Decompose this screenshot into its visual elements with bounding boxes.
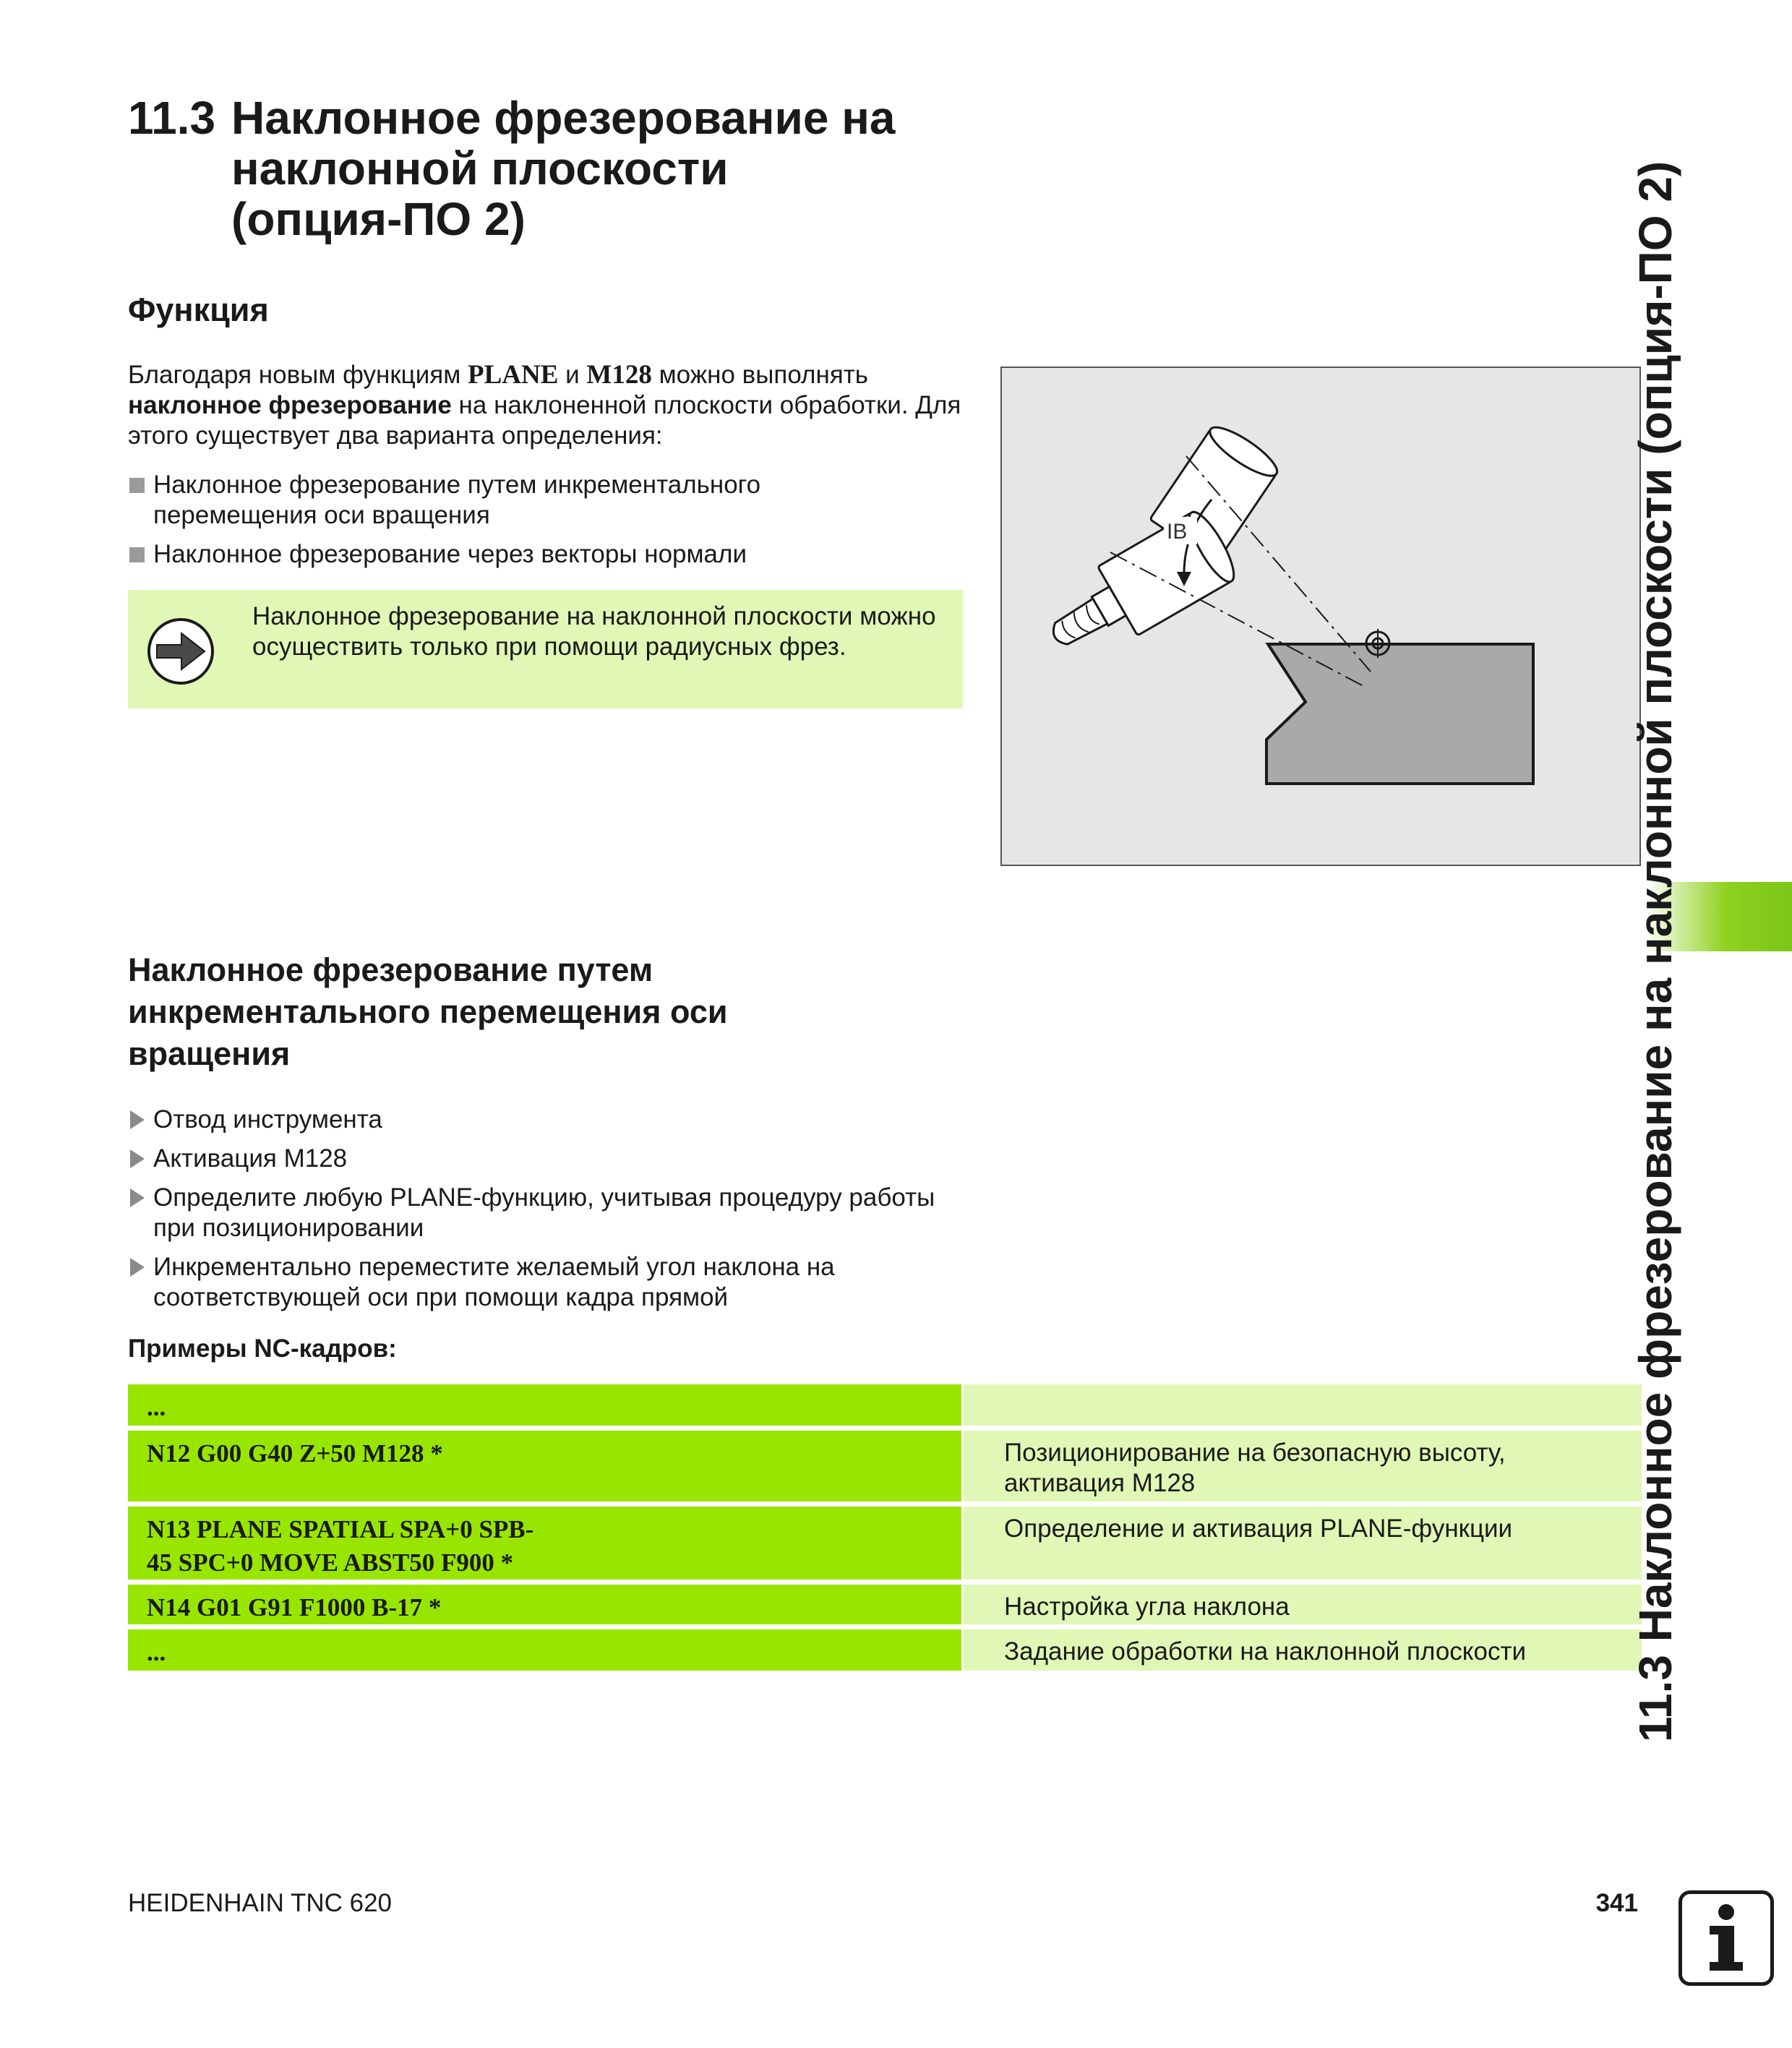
list-item — [128, 1144, 938, 1174]
nc-code-cell — [128, 1585, 961, 1624]
nc-desc-cell — [964, 1629, 1642, 1671]
para-text-1: Благодаря новым функциям — [128, 361, 468, 389]
nc-code-cell — [128, 1431, 961, 1501]
list-item — [128, 1183, 938, 1243]
list-item-text: Активация M128 — [153, 1144, 348, 1173]
list-item-text: Наклонное фрезерование через векторы нормали — [153, 540, 747, 568]
chapter-title-line-3: (опция-ПО 2) — [231, 193, 526, 245]
page-number: 341 — [1595, 1889, 1638, 1917]
chapter-title-line-2: наклонной плоскости — [231, 142, 729, 194]
list-item — [128, 1252, 938, 1313]
nc-desc: Позиционирование на безопасную высоту, активация M128 — [1004, 1439, 1506, 1497]
para-text-3: можно выполнять — [651, 361, 869, 389]
chapter-title-line-1: Наклонное фрезерование на — [231, 92, 896, 144]
list-item-text: Инкрементально переместите желаемый угол наклона на соответствующей оси при помощи кадра прямой — [153, 1253, 835, 1311]
triangle-bullet-icon — [130, 1110, 145, 1129]
para-text-4: на наклоненной плоскости обработки. Для этого существует два варианта определения: — [128, 391, 961, 450]
table-row — [128, 1629, 1642, 1671]
nc-desc-cell — [964, 1507, 1642, 1580]
incremental-heading-line-1: Наклонное фрезерование путем — [128, 951, 653, 988]
list-item-text: Определите любую PLANE-функцию, учитывая процедуру работы при позиционировании — [153, 1183, 935, 1242]
nc-code: N12 G00 G40 Z+50 M128 * — [147, 1439, 443, 1468]
tilted-milling-figure — [1000, 367, 1641, 866]
nc-examples-heading: Примеры NC-кадров: — [128, 1334, 397, 1363]
variant-list — [128, 470, 909, 578]
figure-label-ib: IB — [1167, 520, 1188, 544]
nc-code: ... — [147, 1393, 166, 1421]
square-bullet-icon — [129, 547, 145, 562]
nc-code: N13 PLANE SPATIAL SPA+0 SPB- 45 SPC+0 MOVE ABST50 F900 * — [147, 1515, 534, 1577]
nc-desc-cell — [964, 1384, 1642, 1426]
incremental-heading — [128, 949, 728, 1075]
triangle-bullet-icon — [130, 1188, 145, 1207]
para-text-2: и — [558, 361, 587, 389]
table-row — [128, 1384, 1642, 1426]
table-row — [128, 1507, 1642, 1580]
nc-desc-cell — [964, 1431, 1642, 1501]
para-keyword-plane: PLANE — [468, 360, 559, 390]
steps-list — [128, 1105, 938, 1321]
info-icon — [1679, 1890, 1774, 1986]
nc-desc: Задание обработки на наклонной плоскости — [1004, 1637, 1527, 1666]
para-bold-term: наклонное фрезерование — [128, 391, 452, 419]
info-glyph — [1682, 1894, 1770, 1982]
footer-product: HEIDENHAIN TNC 620 — [128, 1889, 393, 1917]
nc-desc: Определение и активация PLANE-функции — [1004, 1514, 1513, 1543]
side-chapter-title: 11.3 Наклонное фрезерование на наклонной плоскости (опция-ПО 2) — [1629, 160, 1681, 1742]
nc-desc: Настройка угла наклона — [1004, 1593, 1290, 1621]
table-row — [128, 1431, 1642, 1501]
triangle-bullet-icon — [130, 1258, 145, 1277]
note-box — [128, 590, 963, 708]
list-item — [128, 470, 909, 531]
nc-code-cell — [128, 1507, 961, 1580]
nc-desc-cell — [964, 1585, 1642, 1624]
nc-code: N14 G01 G91 F1000 B-17 * — [147, 1593, 442, 1621]
nc-code: ... — [147, 1638, 166, 1666]
para-keyword-m128: M128 — [586, 360, 652, 390]
tilted-tool-diagram — [1002, 368, 1639, 865]
table-row — [128, 1585, 1642, 1624]
list-item — [128, 1105, 938, 1135]
function-paragraph — [128, 360, 981, 451]
list-item-text: Наклонное фрезерование путем инкрементального перемещения оси вращения — [153, 471, 761, 529]
triangle-bullet-icon — [130, 1149, 145, 1168]
arrow-right-circle-icon — [147, 617, 215, 685]
nc-code-cell — [128, 1629, 961, 1671]
incremental-heading-line-3: вращения — [128, 1035, 291, 1072]
incremental-heading-line-2: инкрементального перемещения оси — [128, 993, 728, 1030]
nc-code-cell — [128, 1384, 961, 1426]
list-item — [128, 539, 909, 570]
square-bullet-icon — [129, 478, 145, 493]
list-item-text: Отвод инструмента — [153, 1105, 382, 1134]
chapter-number: 11.3 — [128, 92, 216, 144]
function-heading: Функция — [128, 291, 269, 328]
note-text: Наклонное фрезерование на наклонной плоскости можно осуществить только при помощи радиусных фрез. — [252, 602, 936, 661]
